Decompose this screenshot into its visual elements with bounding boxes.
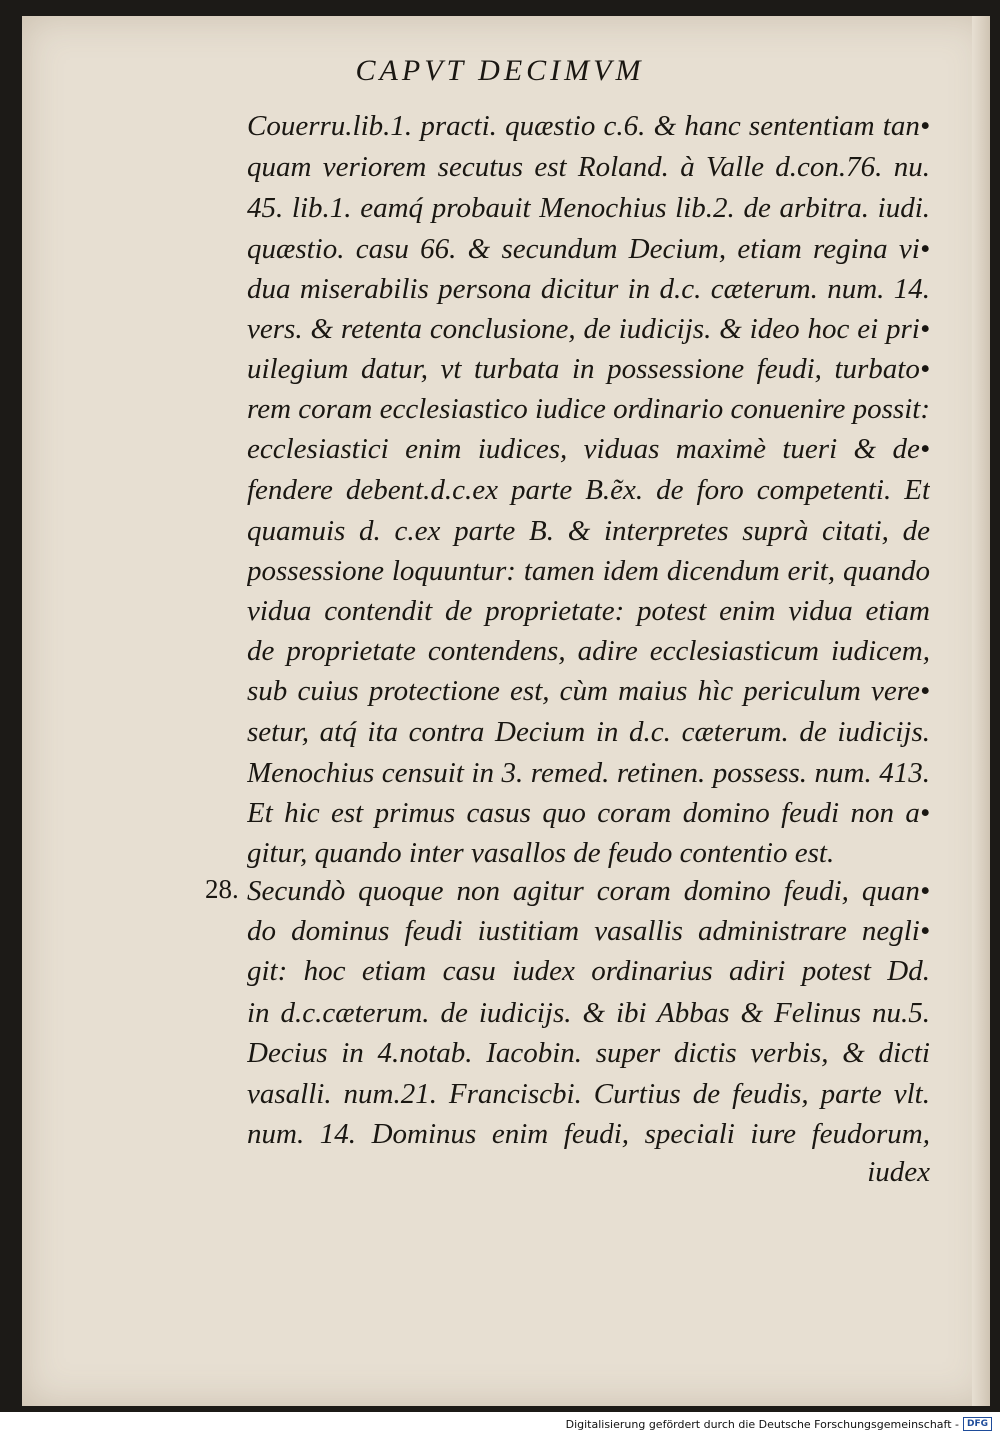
margin-number: 28.	[205, 874, 239, 904]
text-line: quæstio. casu 66. & secundum Decium, etiam regina vi•	[247, 233, 930, 265]
text-line: ecclesiastici enim iudices, viduas maximè tueri & de•	[247, 433, 930, 465]
catchword: iudex	[867, 1156, 930, 1188]
text-line: do dominus feudi iustitiam vasallis administrare negli•	[247, 915, 930, 947]
text-line: vasalli. num.21. Franciscbi. Curtius de feudis, parte vlt.	[247, 1078, 930, 1110]
text-line: Et hic est primus casus quo coram domino feudi non a•	[247, 797, 930, 829]
text-line: gitur, quando inter vasallos de feudo contentio est.	[247, 837, 835, 869]
text-line: setur, atq́ ita contra Decium in d.c. cæterum. de iudicijs.	[247, 716, 930, 748]
text-line: dua miserabilis persona dicitur in d.c. cæterum. num. 14.	[247, 273, 930, 305]
text-line: possessione loquuntur: tamen idem dicendum erit, quando	[247, 555, 930, 587]
text-line: git: hoc etiam casu iudex ordinarius adiri potest Dd.	[247, 955, 930, 987]
text-line: Menochius censuit in 3. remed. retinen. possess. num. 413.	[247, 757, 930, 789]
text-line: Secundò quoque non agitur coram domino feudi, quan•	[247, 875, 930, 907]
text-line: vidua contendit de proprietate: potest enim vidua etiam	[247, 595, 930, 627]
text-line: quam veriorem secutus est Roland. à Valle d.con.76. nu.	[247, 151, 930, 183]
text-line: rem coram ecclesiastico iudice ordinario conuenire possit:	[247, 393, 930, 425]
dfg-logo-icon[interactable]: DFG	[963, 1417, 992, 1431]
text-line: Couerru.lib.1. practi. quæstio c.6. & hanc sententiam tan•	[247, 110, 930, 142]
text-line: quamuis d. c.ex parte B. & interpretes suprà citati, de	[247, 515, 930, 547]
footer-text: Digitalisierung gefördert durch die Deutsche Forschungsgemeinschaft -	[565, 1417, 959, 1431]
footer-credit	[566, 1417, 992, 1431]
text-line: Decius in 4.notab. Iacobin. super dictis verbis, & dicti	[247, 1037, 930, 1069]
text-line: in d.c.cæterum. de iudicijs. & ibi Abbas & Felinus nu.5.	[247, 997, 930, 1029]
text-line: sub cuius protectione est, cùm maius hìc periculum vere•	[247, 675, 930, 707]
text-line: de proprietate contendens, adire ecclesiasticum iudicem,	[247, 635, 930, 667]
text-line: vers. & retenta conclusione, de iudicijs. & ideo hoc ei pri•	[247, 313, 930, 345]
text-line: 45. lib.1. eamq́ probauit Menochius lib.2. de arbitra. iudi.	[247, 192, 930, 224]
text-line: uilegium datur, vt turbata in possessione feudi, turbato•	[247, 353, 930, 385]
page-edge	[972, 16, 990, 1406]
running-head: CAPVT DECIMVM	[355, 54, 645, 87]
text-line: fendere debent.d.c.ex parte B.ẽx. de foro competenti. Et	[247, 474, 930, 506]
text-line: num. 14. Dominus enim feudi, speciali iure feudorum,	[247, 1118, 930, 1150]
